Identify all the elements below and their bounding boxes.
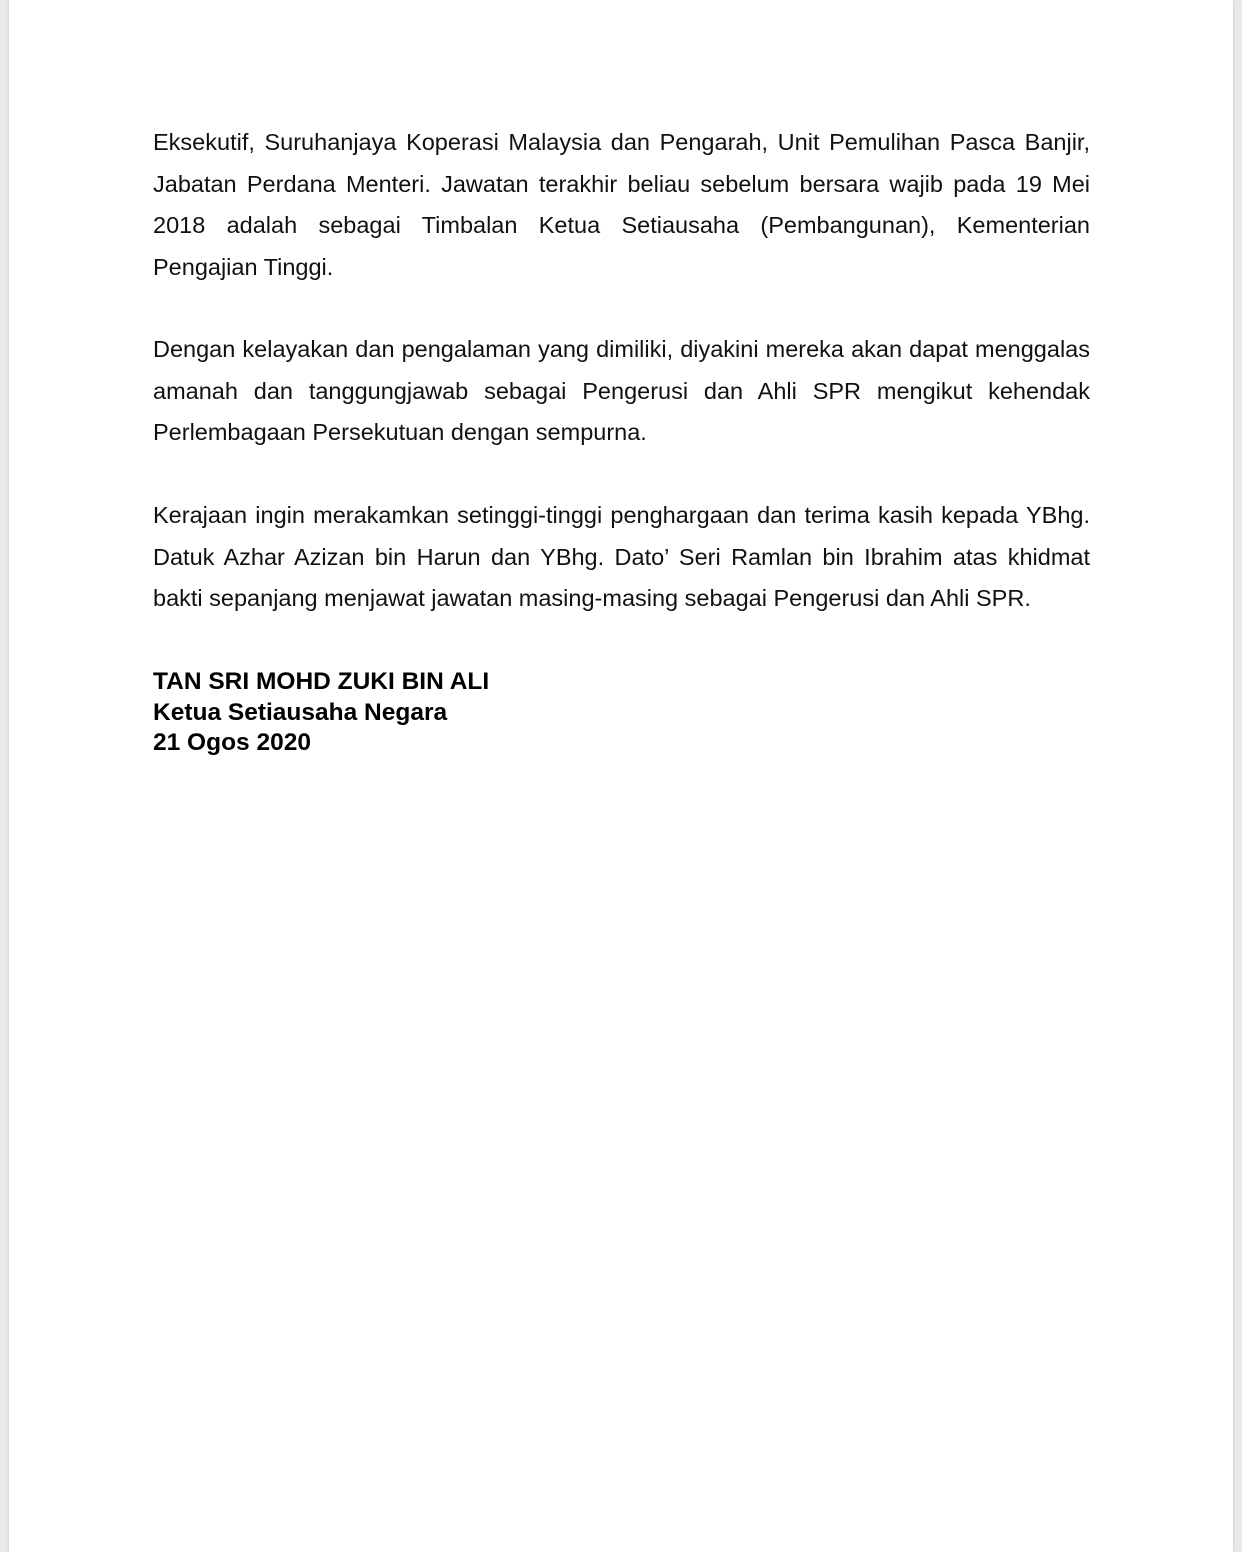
signatory-name: TAN SRI MOHD ZUKI BIN ALI <box>153 668 490 695</box>
signatory-title: Ketua Setiausaha Negara <box>153 698 448 726</box>
signature-block <box>153 667 489 759</box>
paragraph-appointment-history: Eksekutif, Suruhanjaya Koperasi Malaysia dan Pengarah, Unit Pemulihan Pasca Banjir, Jabatan Perdana Menteri. Jawatan terakhir beliau sebelum bersara wajib pada 19 Mei 2018 adalah sebagai Timbalan Ketua Setiausaha (Pembangunan), Kementerian Pengajian Tinggi. <box>153 129 1090 280</box>
paragraph-appreciation: Kerajaan ingin merakamkan setinggi-tinggi penghargaan dan terima kasih kepada YBhg. Datuk Azhar Azizan bin Harun dan YBhg. Dato’ Seri Ramlan bin Ibrahim atas khidmat bakti sepanjang menjawat jawatan masing-masing sebagai Pengerusi dan Ahli SPR. <box>153 502 1090 611</box>
paragraph-qualifications: Dengan kelayakan dan pengalaman yang dimiliki, diyakini mereka akan dapat menggalas amanah dan tanggungjawab sebagai Pengerusi dan Ahli SPR mengikut kehendak Perlembagaan Persekutuan dengan sempurna. <box>153 336 1090 445</box>
document-page <box>9 0 1233 1552</box>
signature-date: 21 Ogos 2020 <box>153 729 311 756</box>
